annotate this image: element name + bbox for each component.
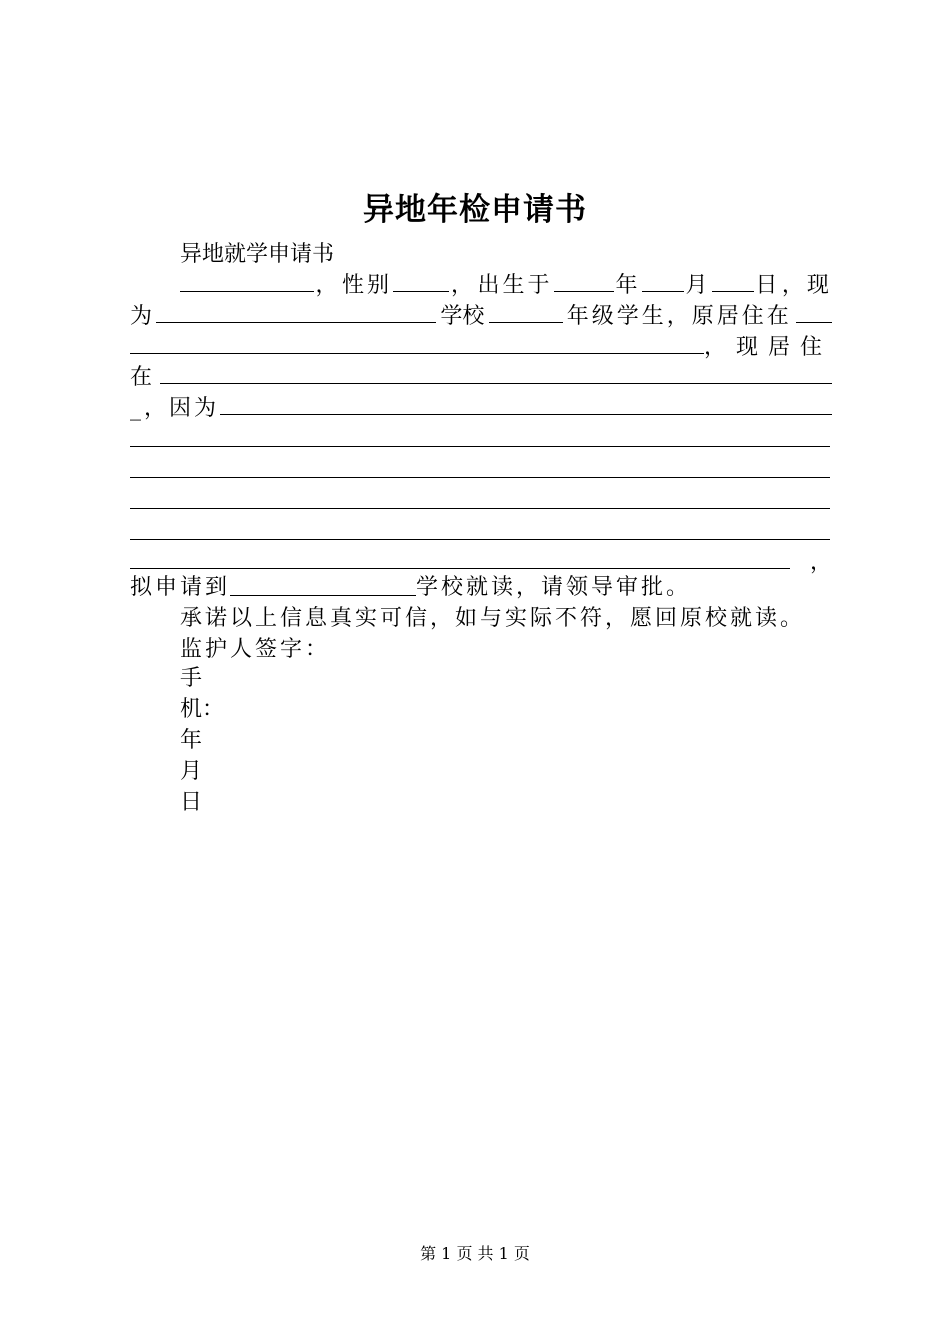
reason-blank[interactable] bbox=[220, 392, 832, 415]
current-school-blank[interactable] bbox=[156, 300, 436, 323]
now-label: ，现 bbox=[781, 273, 832, 298]
comma-text: ， bbox=[450, 273, 476, 298]
month-label: 月 bbox=[685, 273, 711, 298]
school-label: 学校 bbox=[440, 304, 485, 329]
date-month-label: 月 bbox=[180, 759, 203, 784]
guardian-signature-label: 监护人签字： bbox=[180, 637, 331, 662]
current-residence-blank[interactable] bbox=[160, 361, 832, 384]
at-label: 在 bbox=[130, 365, 153, 390]
birth-day-blank[interactable] bbox=[712, 269, 754, 292]
gender-label: 性别 bbox=[341, 273, 392, 298]
born-label: 出生于 bbox=[477, 273, 553, 298]
document-title: 异地年检申请书 bbox=[363, 192, 587, 228]
previous-residence-blank-cont[interactable] bbox=[130, 331, 704, 354]
previous-residence-blank[interactable] bbox=[796, 300, 832, 323]
reason-line[interactable] bbox=[130, 454, 832, 485]
reason-label: _，因为 bbox=[130, 396, 220, 421]
comma-text: ， bbox=[315, 273, 341, 298]
year-label: 年 bbox=[615, 273, 641, 298]
reason-line[interactable] bbox=[130, 516, 832, 547]
gender-blank[interactable] bbox=[393, 269, 449, 292]
apply-suffix: 学校就读，请领导审批。 bbox=[416, 575, 692, 600]
date-day-label: 日 bbox=[180, 790, 203, 815]
day-label: 日 bbox=[755, 273, 781, 298]
grade-label: 年级学生，原居住在 bbox=[566, 304, 792, 329]
form-line-reason bbox=[130, 392, 832, 423]
date-year-label: 年 bbox=[180, 728, 203, 753]
phone-label-part1: 手 bbox=[180, 666, 203, 691]
name-blank[interactable] bbox=[180, 269, 314, 292]
grade-blank[interactable] bbox=[489, 300, 563, 323]
comma-text: ， bbox=[809, 550, 832, 575]
phone-label-part2: 机： bbox=[180, 697, 225, 722]
reason-line[interactable] bbox=[130, 546, 790, 569]
birth-year-blank[interactable] bbox=[554, 269, 614, 292]
as-label: 为 bbox=[130, 304, 153, 329]
form-line-name-birth bbox=[180, 269, 832, 300]
form-line-apply bbox=[130, 572, 832, 603]
form-line-residence bbox=[130, 331, 832, 362]
reason-line[interactable] bbox=[130, 485, 832, 516]
current-residence-label: ，现居住 bbox=[703, 335, 832, 360]
promise-text: 承诺以上信息真实可信，如与实际不符，愿回原校就读。 bbox=[180, 606, 806, 631]
reason-line[interactable] bbox=[130, 423, 832, 454]
target-school-blank[interactable] bbox=[230, 573, 416, 596]
document-subtitle: 异地就学申请书 bbox=[180, 242, 335, 267]
apply-label: 拟申请到 bbox=[130, 575, 231, 600]
page-number: 第 1 页 共 1 页 bbox=[420, 1244, 530, 1263]
birth-month-blank[interactable] bbox=[642, 269, 684, 292]
form-line-current-address bbox=[130, 361, 832, 392]
form-line-school bbox=[130, 300, 832, 331]
